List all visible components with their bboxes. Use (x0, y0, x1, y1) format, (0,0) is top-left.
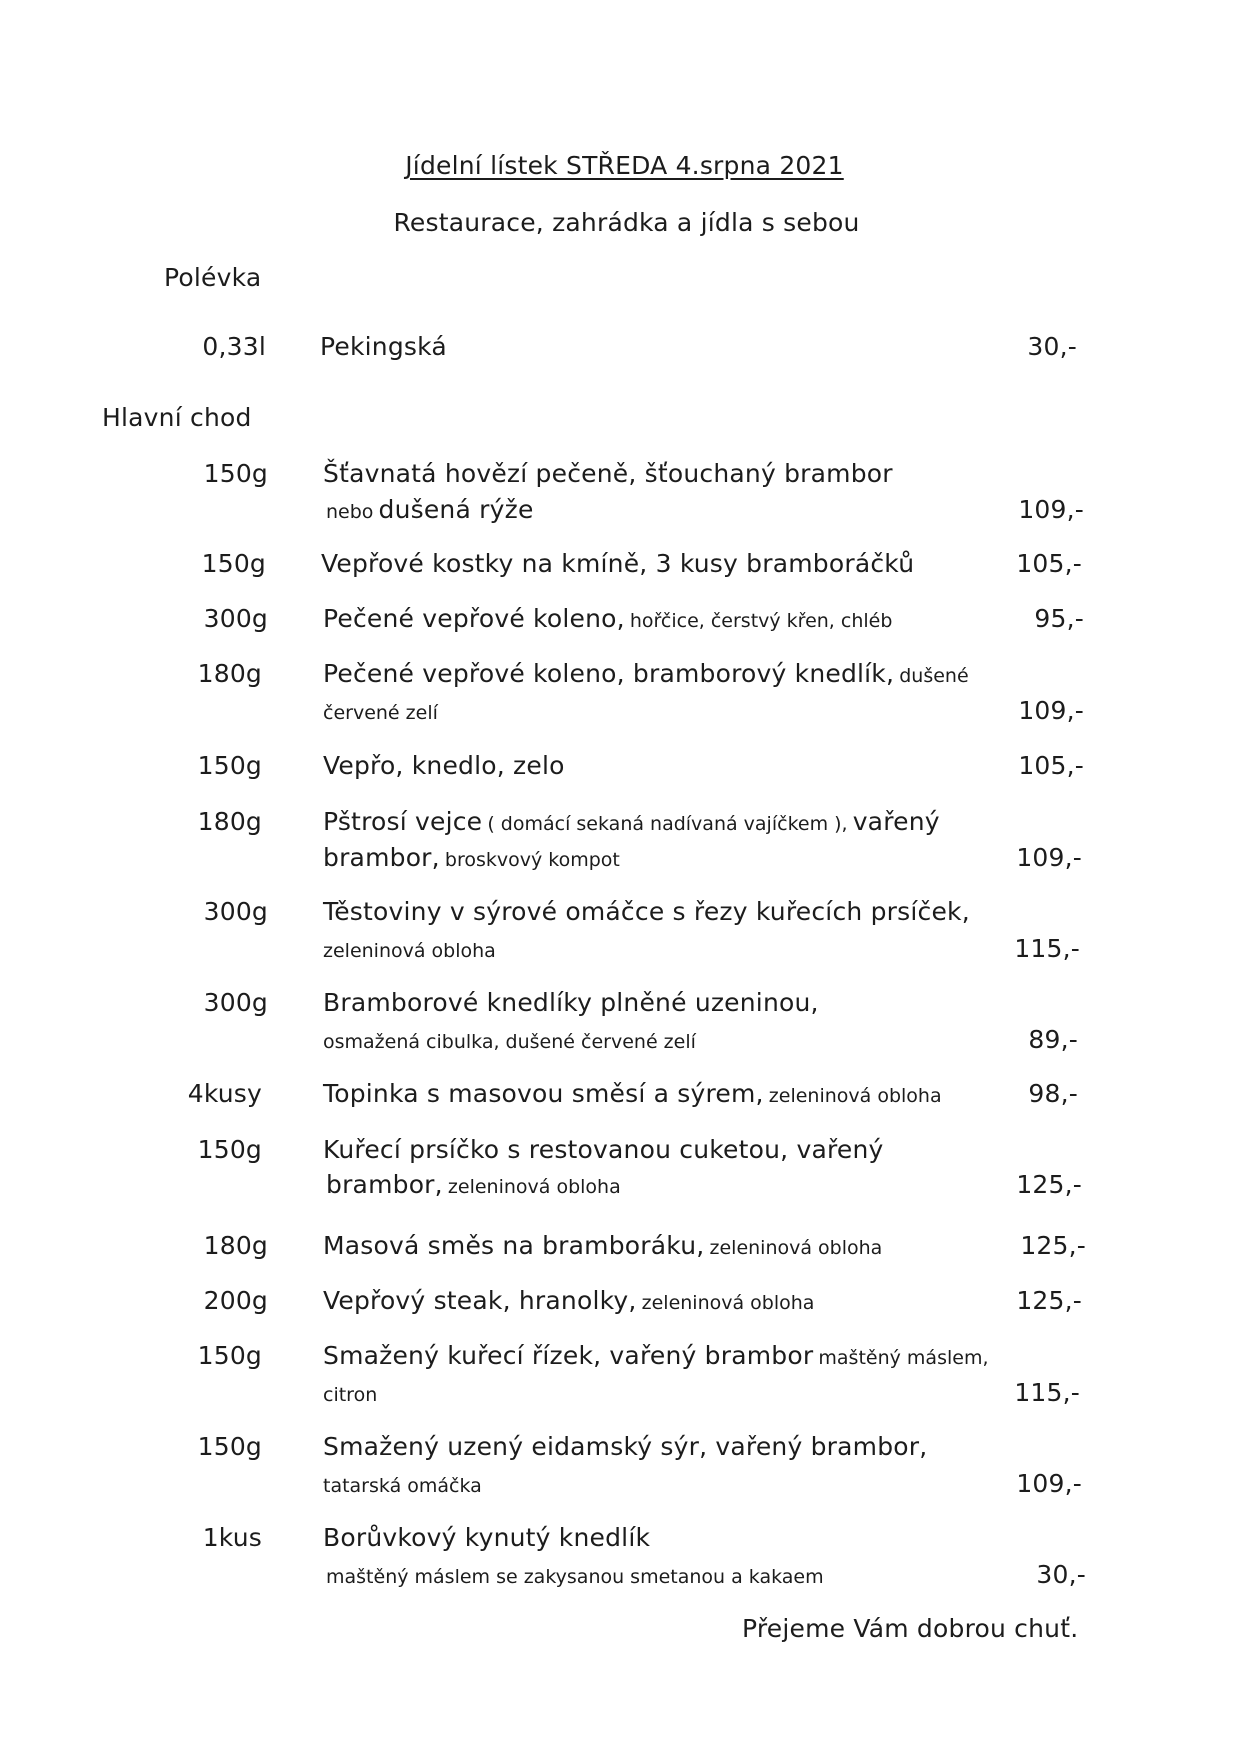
menu-item-name: Šťavnatá hovězí pečeně, šťouchaný brambor (323, 459, 893, 488)
menu-item-side: brambor, (326, 1170, 443, 1199)
menu-item-qty: 1kus (202, 1523, 262, 1552)
menu-item-price: 89,- (1028, 1025, 1078, 1054)
menu-item-qty: 300g (203, 604, 268, 633)
menu-item-name: Bramborové knedlíky plněné uzeninou, (323, 988, 819, 1017)
menu-item-note: hořčice, čerstvý křen, chléb (629, 610, 893, 632)
menu-item-name: Pečené vepřové koleno, (323, 604, 625, 633)
menu-item-qty: 300g (203, 988, 268, 1017)
menu-item-name: Pštrosí vejce (323, 807, 483, 836)
menu-item-note: broskvový kompot (444, 849, 620, 871)
menu-item-price: 105,- (1016, 549, 1082, 578)
menu-item-note: ( domácí sekaná nadívaná vajíčkem ), (487, 813, 848, 835)
menu-item-price: 125,- (1016, 1286, 1082, 1315)
menu-item-name: Masová směs na bramboráku, (323, 1231, 705, 1260)
page-subtitle: Restaurace, zahrádka a jídla s sebou (393, 208, 860, 237)
menu-item-name-row (323, 1285, 814, 1317)
menu-item-note-line2: maštěný máslem se zakysanou smetanou a kakaem (326, 1566, 824, 1588)
menu-item-qty: 0,33l (202, 332, 266, 361)
menu-item-note-line2: tatarská omáčka (323, 1475, 482, 1497)
menu-item-qty: 150g (197, 1341, 262, 1370)
menu-item-name-line2 (326, 1169, 621, 1201)
menu-item-qty: 180g (203, 1231, 268, 1260)
section-heading-main: Hlavní chod (102, 403, 252, 432)
menu-item-price: 125,- (1020, 1231, 1086, 1260)
menu-item-qty: 150g (203, 459, 268, 488)
menu-item-qty: 180g (197, 807, 262, 836)
menu-item-name: Pekingská (320, 332, 447, 361)
menu-item-name-row (323, 1078, 942, 1110)
menu-item-name-row (323, 806, 940, 838)
menu-item-name-row (323, 1340, 989, 1372)
menu-item-note: zeleninová obloha (641, 1292, 815, 1314)
menu-item-note: zeleninová obloha (447, 1176, 621, 1198)
menu-item-price: 115,- (1014, 1378, 1080, 1407)
menu-item-qty: 300g (203, 897, 268, 926)
menu-item-qty: 200g (203, 1286, 268, 1315)
menu-item-price: 115,- (1014, 934, 1080, 963)
menu-item-qty: 150g (201, 549, 266, 578)
menu-item-price: 95,- (1034, 604, 1084, 633)
menu-item-note: nebo (326, 501, 374, 523)
menu-item-note-line2: citron (323, 1384, 378, 1406)
closing-greeting: Přejeme Vám dobrou chuť. (742, 1614, 1079, 1643)
menu-item-price: 109,- (1018, 495, 1084, 524)
menu-item-name: Borůvkový kynutý knedlík (323, 1523, 651, 1552)
menu-item-qty: 150g (197, 1135, 262, 1164)
menu-item-qty: 4kusy (187, 1079, 262, 1108)
menu-item-side: brambor, (323, 843, 440, 872)
menu-item-price: 109,- (1018, 696, 1084, 725)
menu-item-name-row (323, 658, 969, 690)
menu-item-name: Smažený kuřecí řízek, vařený brambor (323, 1341, 814, 1370)
menu-item-note: dušené (899, 665, 969, 687)
menu-item-price: 98,- (1028, 1079, 1078, 1108)
menu-item-name: Těstoviny v sýrové omáčce s řezy kuřecích prsíček, (323, 897, 970, 926)
menu-item-note-line2: zeleninová obloha (323, 940, 496, 962)
menu-item-name: Pečené vepřové koleno, bramborový knedlík, (323, 659, 895, 688)
menu-item-price: 125,- (1016, 1170, 1082, 1199)
menu-item-price: 109,- (1016, 1469, 1082, 1498)
menu-item-note: zeleninová obloha (709, 1237, 883, 1259)
menu-item-name-row (323, 1230, 882, 1262)
menu-item-name-tail: vařený (852, 807, 940, 836)
section-heading-soup: Polévka (164, 263, 262, 292)
menu-item-price: 105,- (1018, 751, 1084, 780)
menu-item-name: Smažený uzený eidamský sýr, vařený brambor, (323, 1432, 928, 1461)
menu-item-qty: 150g (197, 1432, 262, 1461)
menu-item-price: 30,- (1027, 332, 1077, 361)
menu-item-side: dušená rýže (378, 495, 534, 524)
menu-item-name: Vepřové kostky na kmíně, 3 kusy bramboráčků (321, 549, 915, 578)
menu-item-note: maštěný máslem, (818, 1347, 989, 1369)
menu-item-name: Vepřový steak, hranolky, (323, 1286, 637, 1315)
menu-item-price: 30,- (1036, 1560, 1086, 1589)
menu-item-qty: 180g (197, 659, 262, 688)
menu-item-qty: 150g (197, 751, 262, 780)
menu-item-name-row (323, 603, 892, 635)
menu-item-name: Kuřecí prsíčko s restovanou cuketou, vařený (323, 1135, 884, 1164)
menu-item-name-line2 (323, 842, 620, 874)
menu-item-name: Topinka s masovou směsí a sýrem, (323, 1079, 764, 1108)
menu-item-note: zeleninová obloha (768, 1085, 942, 1107)
menu-item-note-line2: osmažená cibulka, dušené červené zelí (323, 1031, 696, 1053)
page-title: Jídelní lístek STŘEDA 4.srpna 2021 (405, 151, 844, 180)
menu-item-name: Vepřo, knedlo, zelo (323, 751, 565, 780)
menu-item-note-line2: červené zelí (323, 702, 438, 724)
menu-item-price: 109,- (1016, 843, 1082, 872)
menu-item-name-line2 (326, 494, 534, 526)
